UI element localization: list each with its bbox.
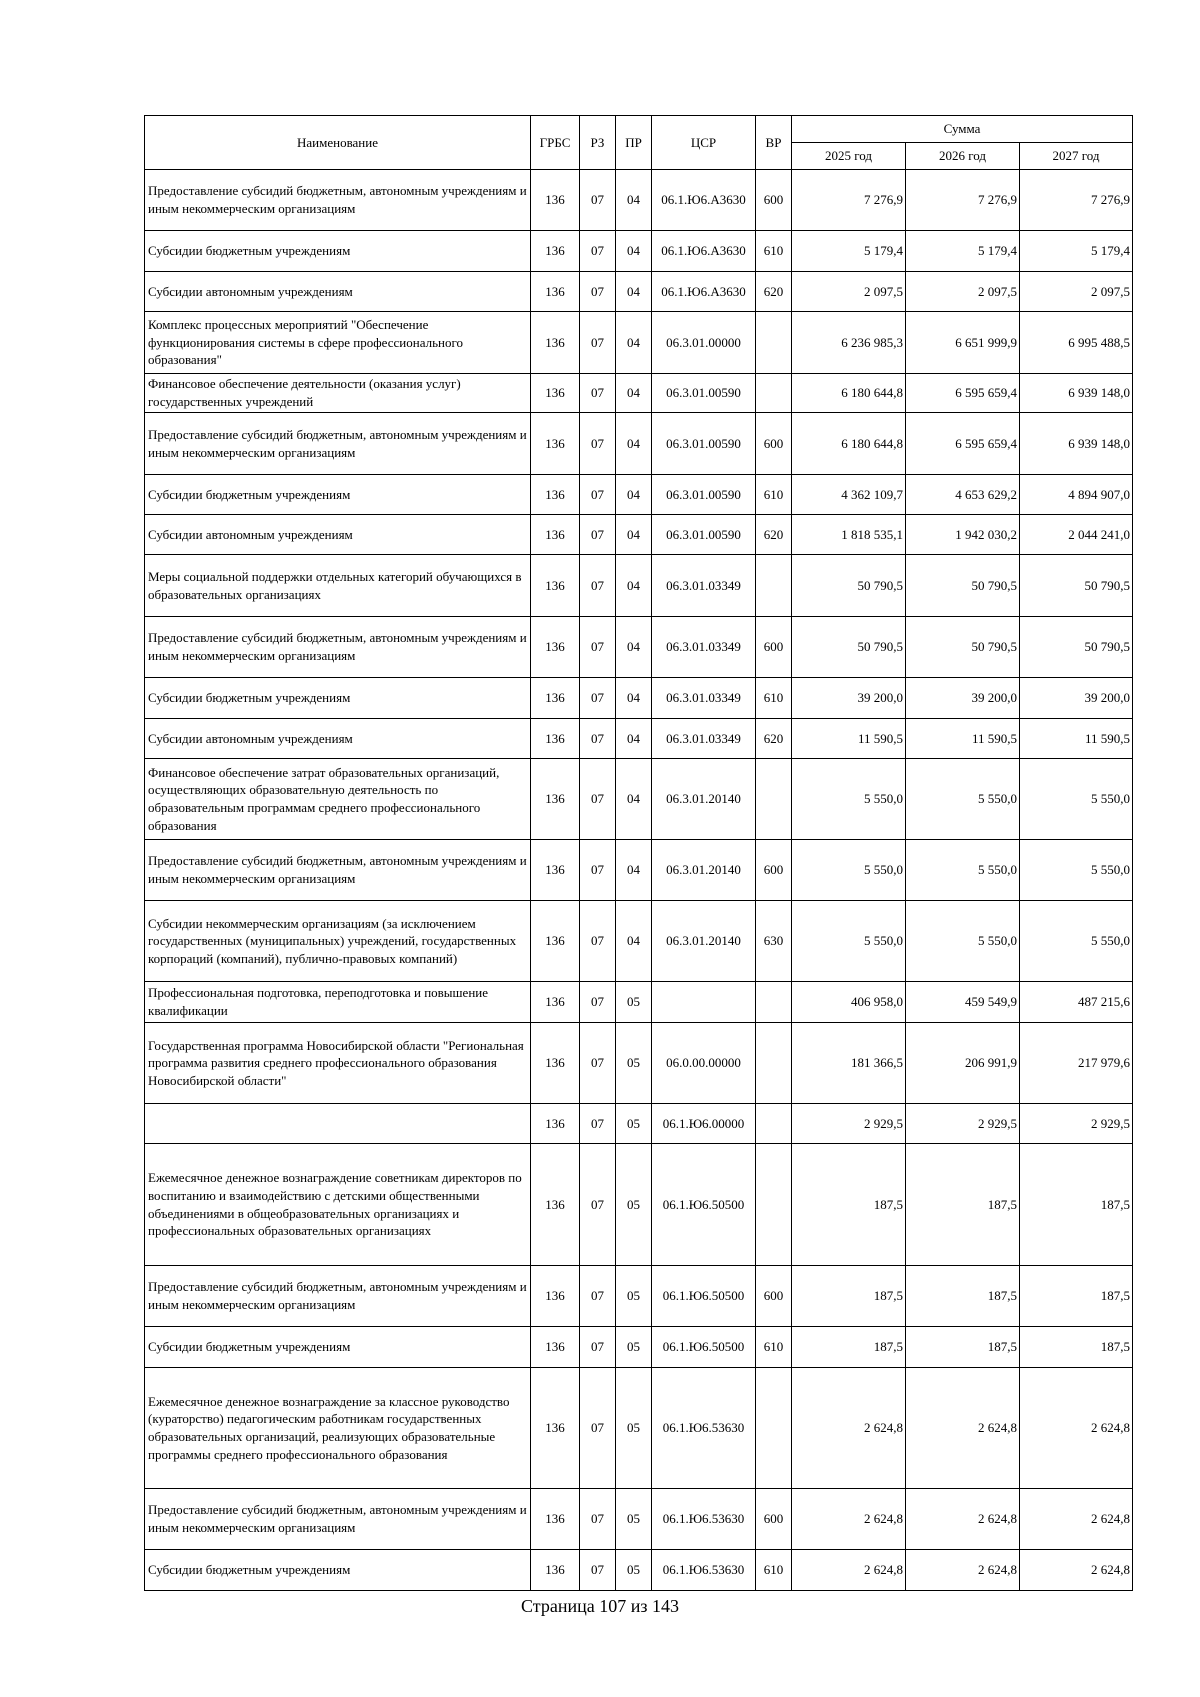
cell-sum-2027: 217 979,6	[1020, 1023, 1133, 1104]
cell-rz: 07	[580, 475, 616, 515]
header-sum: Сумма	[792, 116, 1133, 143]
cell-sum-2025: 187,5	[792, 1266, 906, 1327]
cell-pr: 05	[616, 1327, 652, 1368]
cell-vr: 620	[756, 272, 792, 312]
cell-csr: 06.3.01.20140	[652, 840, 756, 901]
cell-rz: 07	[580, 413, 616, 475]
cell-csr: 06.0.00.00000	[652, 1023, 756, 1104]
cell-sum-2025: 7 276,9	[792, 170, 906, 231]
cell-name: Меры социальной поддержки отдельных категорий обучающихся в образовательных организациях	[145, 555, 531, 617]
cell-sum-2025: 2 929,5	[792, 1104, 906, 1144]
cell-csr	[652, 982, 756, 1023]
cell-sum-2025: 406 958,0	[792, 982, 906, 1023]
cell-vr: 610	[756, 1550, 792, 1591]
cell-sum-2027: 2 624,8	[1020, 1368, 1133, 1489]
cell-name: Предоставление субсидий бюджетным, автономным учреждениям и иным некоммерческим организациям	[145, 170, 531, 231]
cell-sum-2027: 50 790,5	[1020, 617, 1133, 678]
cell-pr: 04	[616, 719, 652, 759]
cell-sum-2026: 5 179,4	[906, 231, 1020, 272]
cell-sum-2026: 2 624,8	[906, 1368, 1020, 1489]
cell-sum-2026: 187,5	[906, 1327, 1020, 1368]
cell-sum-2025: 6 180 644,8	[792, 413, 906, 475]
cell-pr: 05	[616, 1368, 652, 1489]
table-row	[145, 1550, 1133, 1591]
cell-sum-2027: 6 939 148,0	[1020, 413, 1133, 475]
table-row	[145, 475, 1133, 515]
cell-grbs: 136	[531, 1144, 580, 1266]
cell-vr: 630	[756, 901, 792, 982]
cell-pr: 04	[616, 555, 652, 617]
cell-name: Субсидии автономным учреждениям	[145, 515, 531, 555]
cell-name: Комплекс процессных мероприятий "Обеспечение функционирования системы в сфере профессионального образования"	[145, 312, 531, 374]
cell-sum-2027: 2 624,8	[1020, 1489, 1133, 1550]
cell-sum-2025: 2 097,5	[792, 272, 906, 312]
cell-grbs: 136	[531, 1550, 580, 1591]
table-row	[145, 1327, 1133, 1368]
cell-pr: 05	[616, 1104, 652, 1144]
cell-sum-2027: 7 276,9	[1020, 170, 1133, 231]
cell-csr: 06.1.Ю6.53630	[652, 1550, 756, 1591]
cell-sum-2026: 2 624,8	[906, 1550, 1020, 1591]
cell-sum-2026: 39 200,0	[906, 678, 1020, 719]
cell-vr	[756, 1104, 792, 1144]
cell-rz: 07	[580, 312, 616, 374]
cell-sum-2025: 2 624,8	[792, 1550, 906, 1591]
cell-sum-2025: 5 550,0	[792, 759, 906, 840]
cell-sum-2025: 181 366,5	[792, 1023, 906, 1104]
cell-vr	[756, 1023, 792, 1104]
cell-csr: 06.1.Ю6.А3630	[652, 231, 756, 272]
cell-sum-2025: 50 790,5	[792, 617, 906, 678]
cell-csr: 06.3.01.03349	[652, 719, 756, 759]
cell-sum-2026: 4 653 629,2	[906, 475, 1020, 515]
cell-sum-2025: 5 550,0	[792, 840, 906, 901]
cell-csr: 06.3.01.00590	[652, 475, 756, 515]
header-name: Наименование	[145, 116, 531, 170]
cell-grbs: 136	[531, 413, 580, 475]
cell-pr: 04	[616, 272, 652, 312]
cell-pr: 05	[616, 1266, 652, 1327]
cell-rz: 07	[580, 555, 616, 617]
cell-sum-2026: 6 595 659,4	[906, 413, 1020, 475]
cell-rz: 07	[580, 272, 616, 312]
table-body	[145, 170, 1133, 1591]
cell-name: Предоставление субсидий бюджетным, автономным учреждениям и иным некоммерческим организациям	[145, 1489, 531, 1550]
cell-grbs: 136	[531, 170, 580, 231]
cell-csr: 06.1.Ю6.53630	[652, 1368, 756, 1489]
cell-sum-2027: 187,5	[1020, 1266, 1133, 1327]
cell-rz: 07	[580, 231, 616, 272]
cell-pr: 04	[616, 170, 652, 231]
cell-rz: 07	[580, 1368, 616, 1489]
cell-sum-2027: 4 894 907,0	[1020, 475, 1133, 515]
cell-csr: 06.3.01.00590	[652, 413, 756, 475]
cell-grbs: 136	[531, 475, 580, 515]
cell-vr	[756, 1368, 792, 1489]
table-row	[145, 901, 1133, 982]
cell-grbs: 136	[531, 1266, 580, 1327]
cell-grbs: 136	[531, 1368, 580, 1489]
cell-vr	[756, 759, 792, 840]
cell-sum-2025: 2 624,8	[792, 1489, 906, 1550]
cell-csr: 06.3.01.03349	[652, 617, 756, 678]
cell-pr: 04	[616, 312, 652, 374]
cell-name: Предоставление субсидий бюджетным, автономным учреждениям и иным некоммерческим организациям	[145, 840, 531, 901]
table-row	[145, 719, 1133, 759]
cell-pr: 04	[616, 515, 652, 555]
cell-sum-2025: 5 179,4	[792, 231, 906, 272]
cell-rz: 07	[580, 515, 616, 555]
cell-sum-2026: 5 550,0	[906, 840, 1020, 901]
cell-vr: 610	[756, 231, 792, 272]
cell-grbs: 136	[531, 515, 580, 555]
cell-pr: 05	[616, 1144, 652, 1266]
cell-grbs: 136	[531, 759, 580, 840]
budget-table	[144, 115, 1133, 1591]
table-row	[145, 515, 1133, 555]
cell-csr: 06.1.Ю6.А3630	[652, 272, 756, 312]
cell-pr: 04	[616, 413, 652, 475]
cell-sum-2027: 187,5	[1020, 1327, 1133, 1368]
cell-sum-2025: 5 550,0	[792, 901, 906, 982]
cell-grbs: 136	[531, 1489, 580, 1550]
cell-name: Предоставление субсидий бюджетным, автономным учреждениям и иным некоммерческим организациям	[145, 1266, 531, 1327]
table-row	[145, 555, 1133, 617]
header-year-2025: 2025 год	[792, 143, 906, 170]
table-row	[145, 1023, 1133, 1104]
cell-rz: 07	[580, 719, 616, 759]
cell-csr: 06.1.Ю6.50500	[652, 1266, 756, 1327]
cell-name: Предоставление субсидий бюджетным, автономным учреждениям и иным некоммерческим организациям	[145, 617, 531, 678]
cell-grbs: 136	[531, 312, 580, 374]
cell-grbs: 136	[531, 555, 580, 617]
cell-csr: 06.1.Ю6.53630	[652, 1489, 756, 1550]
cell-pr: 05	[616, 1489, 652, 1550]
cell-vr: 600	[756, 617, 792, 678]
cell-sum-2025: 1 818 535,1	[792, 515, 906, 555]
cell-sum-2025: 187,5	[792, 1144, 906, 1266]
cell-name: Субсидии автономным учреждениям	[145, 719, 531, 759]
cell-vr	[756, 374, 792, 413]
cell-vr: 620	[756, 719, 792, 759]
cell-vr: 600	[756, 840, 792, 901]
cell-grbs: 136	[531, 374, 580, 413]
cell-vr	[756, 1144, 792, 1266]
table-header	[145, 116, 1133, 170]
cell-sum-2026: 1 942 030,2	[906, 515, 1020, 555]
cell-sum-2027: 50 790,5	[1020, 555, 1133, 617]
cell-csr: 06.3.01.00590	[652, 515, 756, 555]
cell-rz: 07	[580, 901, 616, 982]
header-year-2027: 2027 год	[1020, 143, 1133, 170]
cell-rz: 07	[580, 1023, 616, 1104]
cell-sum-2027: 5 550,0	[1020, 901, 1133, 982]
cell-vr	[756, 555, 792, 617]
cell-sum-2025: 6 236 985,3	[792, 312, 906, 374]
header-year-2026: 2026 год	[906, 143, 1020, 170]
cell-grbs: 136	[531, 901, 580, 982]
cell-sum-2026: 187,5	[906, 1266, 1020, 1327]
cell-sum-2025: 4 362 109,7	[792, 475, 906, 515]
table-row	[145, 982, 1133, 1023]
cell-rz: 07	[580, 1489, 616, 1550]
cell-pr: 04	[616, 231, 652, 272]
table-row	[145, 231, 1133, 272]
cell-pr: 04	[616, 840, 652, 901]
cell-vr: 600	[756, 1266, 792, 1327]
cell-csr: 06.3.01.00590	[652, 374, 756, 413]
table-row	[145, 617, 1133, 678]
cell-rz: 07	[580, 1104, 616, 1144]
cell-pr: 04	[616, 759, 652, 840]
cell-vr: 610	[756, 1327, 792, 1368]
cell-vr	[756, 312, 792, 374]
header-grbs: ГРБС	[531, 116, 580, 170]
cell-sum-2027: 5 550,0	[1020, 840, 1133, 901]
cell-grbs: 136	[531, 1023, 580, 1104]
cell-sum-2027: 2 624,8	[1020, 1550, 1133, 1591]
cell-rz: 07	[580, 374, 616, 413]
table-row	[145, 374, 1133, 413]
cell-sum-2027: 39 200,0	[1020, 678, 1133, 719]
cell-sum-2025: 39 200,0	[792, 678, 906, 719]
cell-name	[145, 1104, 531, 1144]
cell-csr: 06.1.Ю6.50500	[652, 1327, 756, 1368]
cell-rz: 07	[580, 678, 616, 719]
cell-csr: 06.1.Ю6.00000	[652, 1104, 756, 1144]
table-row	[145, 272, 1133, 312]
cell-rz: 07	[580, 759, 616, 840]
cell-sum-2026: 206 991,9	[906, 1023, 1020, 1104]
header-rz: РЗ	[580, 116, 616, 170]
cell-csr: 06.1.Ю6.А3630	[652, 170, 756, 231]
cell-sum-2026: 5 550,0	[906, 901, 1020, 982]
cell-vr: 600	[756, 413, 792, 475]
cell-vr: 620	[756, 515, 792, 555]
table-row	[145, 1266, 1133, 1327]
cell-rz: 07	[580, 617, 616, 678]
table-row	[145, 1144, 1133, 1266]
cell-sum-2026: 6 595 659,4	[906, 374, 1020, 413]
cell-name: Государственная программа Новосибирской области "Региональная программа развития среднего профессионального образования Новосибирской области"	[145, 1023, 531, 1104]
cell-vr: 610	[756, 475, 792, 515]
cell-name: Субсидии некоммерческим организациям (за исключением государственных (муниципальных) учреждений, государственных корпораций (компаний), публично-правовых компаний)	[145, 901, 531, 982]
cell-pr: 05	[616, 1550, 652, 1591]
cell-name: Профессиональная подготовка, переподготовка и повышение квалификации	[145, 982, 531, 1023]
cell-sum-2026: 187,5	[906, 1144, 1020, 1266]
cell-grbs: 136	[531, 1104, 580, 1144]
cell-grbs: 136	[531, 1327, 580, 1368]
cell-name: Финансовое обеспечение затрат образовательных организаций, осуществляющих образовательную деятельность по образовательным программам среднего профессионального образования	[145, 759, 531, 840]
cell-sum-2027: 2 929,5	[1020, 1104, 1133, 1144]
cell-csr: 06.3.01.20140	[652, 901, 756, 982]
header-csr: ЦСР	[652, 116, 756, 170]
cell-grbs: 136	[531, 272, 580, 312]
table-row	[145, 170, 1133, 231]
cell-vr: 600	[756, 1489, 792, 1550]
cell-name: Ежемесячное денежное вознаграждение советникам директоров по воспитанию и взаимодействию с детскими общественными объединениями в общеобразовательных организациях и профессиональных образовательных организациях	[145, 1144, 531, 1266]
cell-sum-2026: 5 550,0	[906, 759, 1020, 840]
cell-grbs: 136	[531, 617, 580, 678]
cell-sum-2026: 11 590,5	[906, 719, 1020, 759]
cell-csr: 06.3.01.03349	[652, 555, 756, 617]
table-row	[145, 759, 1133, 840]
cell-sum-2027: 2 097,5	[1020, 272, 1133, 312]
cell-pr: 04	[616, 617, 652, 678]
cell-name: Субсидии автономным учреждениям	[145, 272, 531, 312]
table-row	[145, 312, 1133, 374]
cell-csr: 06.3.01.03349	[652, 678, 756, 719]
cell-name: Субсидии бюджетным учреждениям	[145, 475, 531, 515]
cell-grbs: 136	[531, 231, 580, 272]
cell-name: Ежемесячное денежное вознаграждение за классное руководство (кураторство) педагогическим работникам государственных образовательных организаций, реализующих образовательные программы среднего профессионального образования	[145, 1368, 531, 1489]
cell-name: Финансовое обеспечение деятельности (оказания услуг) государственных учреждений	[145, 374, 531, 413]
cell-vr	[756, 982, 792, 1023]
cell-name: Предоставление субсидий бюджетным, автономным учреждениям и иным некоммерческим организациям	[145, 413, 531, 475]
cell-sum-2025: 11 590,5	[792, 719, 906, 759]
cell-pr: 05	[616, 1023, 652, 1104]
cell-sum-2025: 50 790,5	[792, 555, 906, 617]
cell-rz: 07	[580, 1266, 616, 1327]
cell-name: Субсидии бюджетным учреждениям	[145, 231, 531, 272]
cell-rz: 07	[580, 1144, 616, 1266]
cell-grbs: 136	[531, 982, 580, 1023]
cell-rz: 07	[580, 1550, 616, 1591]
cell-grbs: 136	[531, 678, 580, 719]
cell-sum-2025: 6 180 644,8	[792, 374, 906, 413]
table-row	[145, 678, 1133, 719]
cell-sum-2025: 187,5	[792, 1327, 906, 1368]
cell-sum-2027: 5 179,4	[1020, 231, 1133, 272]
cell-name: Субсидии бюджетным учреждениям	[145, 1327, 531, 1368]
cell-rz: 07	[580, 1327, 616, 1368]
cell-sum-2027: 2 044 241,0	[1020, 515, 1133, 555]
cell-sum-2027: 6 995 488,5	[1020, 312, 1133, 374]
header-vr: ВР	[756, 116, 792, 170]
table-row	[145, 413, 1133, 475]
cell-pr: 04	[616, 678, 652, 719]
cell-sum-2027: 5 550,0	[1020, 759, 1133, 840]
cell-sum-2026: 2 929,5	[906, 1104, 1020, 1144]
cell-csr: 06.3.01.20140	[652, 759, 756, 840]
cell-rz: 07	[580, 982, 616, 1023]
cell-vr: 610	[756, 678, 792, 719]
cell-sum-2027: 487 215,6	[1020, 982, 1133, 1023]
cell-rz: 07	[580, 170, 616, 231]
cell-sum-2026: 459 549,9	[906, 982, 1020, 1023]
table-row	[145, 1104, 1133, 1144]
cell-vr: 600	[756, 170, 792, 231]
cell-grbs: 136	[531, 719, 580, 759]
cell-name: Субсидии бюджетным учреждениям	[145, 678, 531, 719]
cell-sum-2027: 6 939 148,0	[1020, 374, 1133, 413]
cell-name: Субсидии бюджетным учреждениям	[145, 1550, 531, 1591]
cell-sum-2026: 6 651 999,9	[906, 312, 1020, 374]
cell-sum-2026: 7 276,9	[906, 170, 1020, 231]
cell-grbs: 136	[531, 840, 580, 901]
table-row	[145, 1368, 1133, 1489]
cell-pr: 04	[616, 374, 652, 413]
cell-pr: 04	[616, 475, 652, 515]
cell-sum-2027: 11 590,5	[1020, 719, 1133, 759]
cell-sum-2026: 50 790,5	[906, 617, 1020, 678]
cell-rz: 07	[580, 840, 616, 901]
header-pr: ПР	[616, 116, 652, 170]
table-row	[145, 840, 1133, 901]
cell-csr: 06.3.01.00000	[652, 312, 756, 374]
cell-sum-2025: 2 624,8	[792, 1368, 906, 1489]
cell-pr: 04	[616, 901, 652, 982]
cell-sum-2026: 2 624,8	[906, 1489, 1020, 1550]
cell-sum-2026: 2 097,5	[906, 272, 1020, 312]
cell-csr: 06.1.Ю6.50500	[652, 1144, 756, 1266]
cell-pr: 05	[616, 982, 652, 1023]
table-row	[145, 1489, 1133, 1550]
page-number: Страница 107 из 143	[521, 1596, 679, 1616]
cell-sum-2026: 50 790,5	[906, 555, 1020, 617]
cell-sum-2027: 187,5	[1020, 1144, 1133, 1266]
